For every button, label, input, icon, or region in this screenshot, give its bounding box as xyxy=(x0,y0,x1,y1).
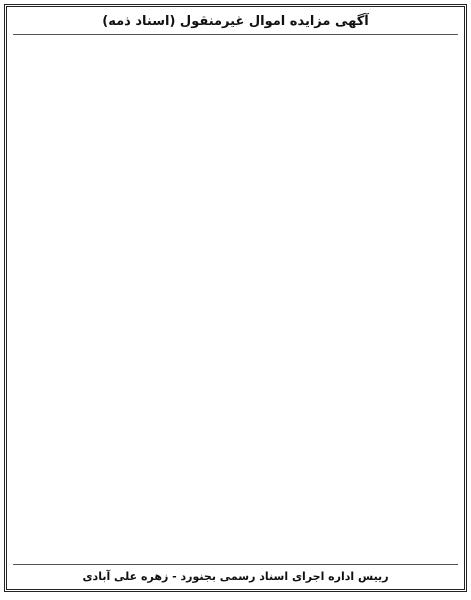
notice-title: آگهی مزایده اموال غیرمنقول (اسناد ذمه) xyxy=(13,11,458,35)
notice-footer-signature: رییس اداره اجرای اسناد رسمی بجنورد - زهره علی آبادی xyxy=(13,564,458,585)
notice-body xyxy=(14,39,457,564)
auction-notice xyxy=(4,4,467,592)
